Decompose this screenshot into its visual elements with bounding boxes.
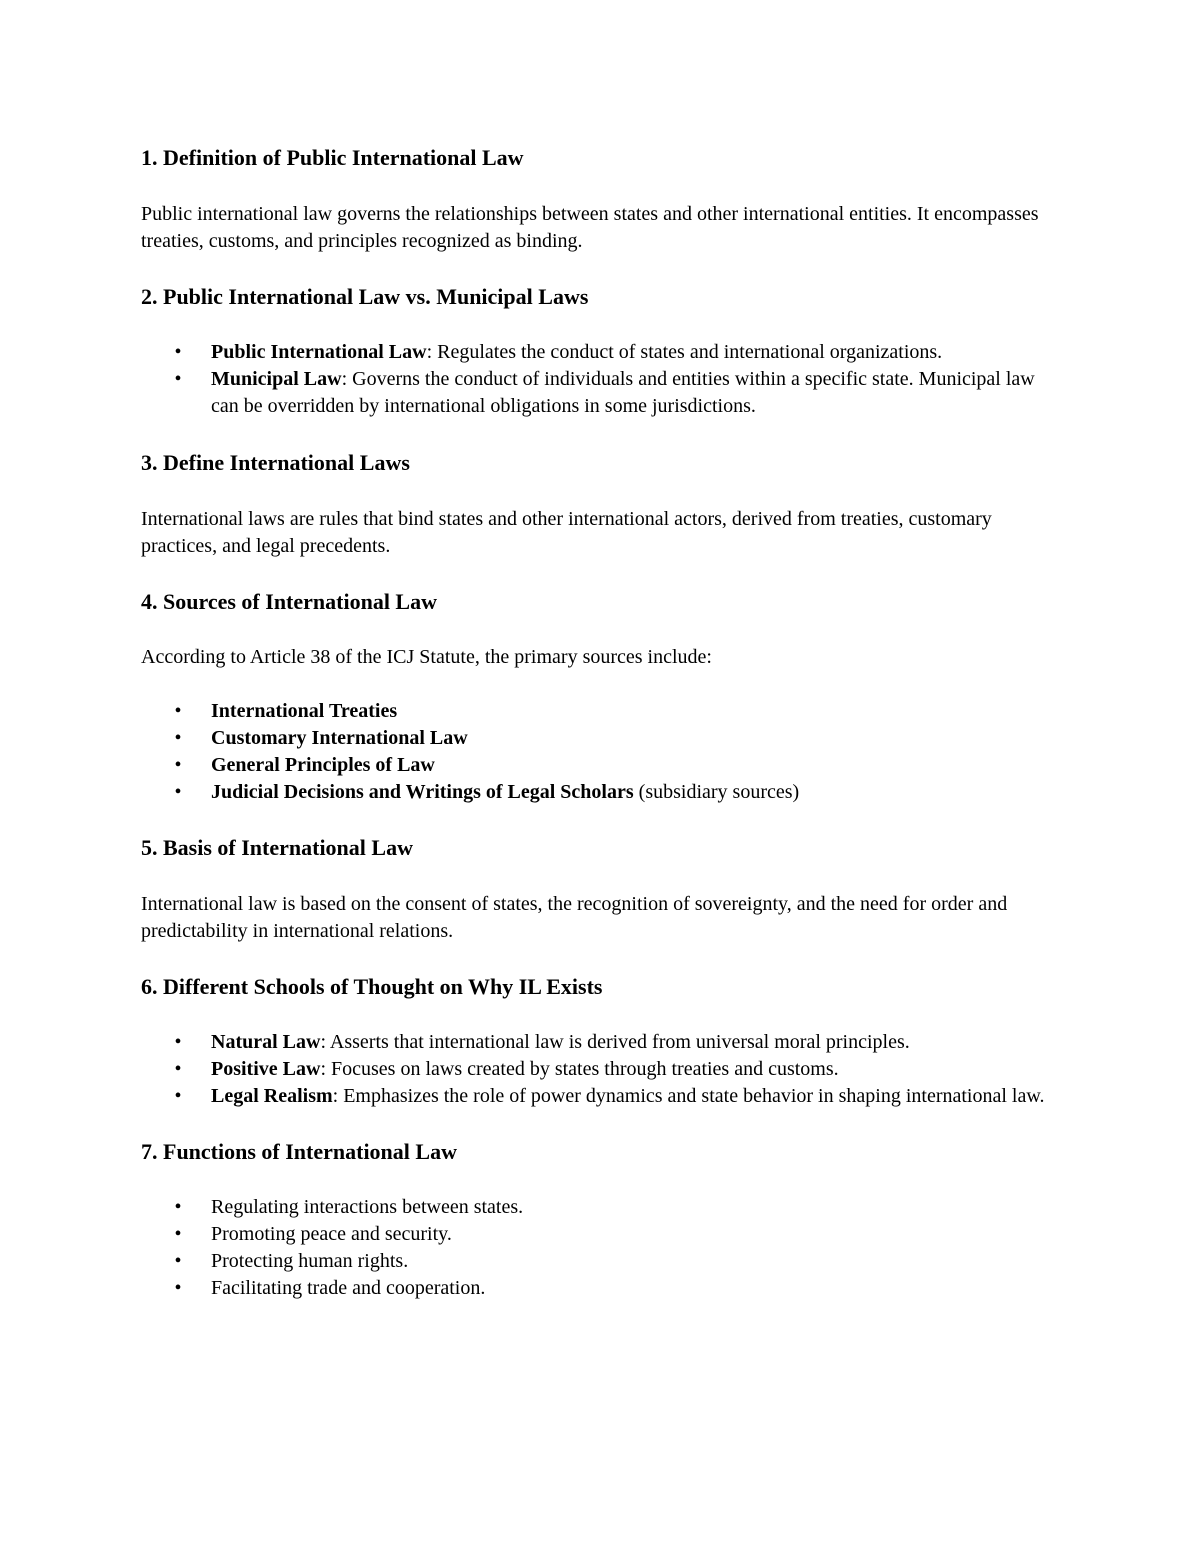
bullet-icon: • <box>174 1250 182 1272</box>
list-item-text: Protecting human rights. <box>211 1250 409 1272</box>
list-item-text: : Focuses on laws created by states through treaties and customs. <box>320 1058 839 1080</box>
list-item <box>141 1248 1061 1275</box>
section-heading: 7. Functions of International Law <box>141 1139 457 1164</box>
section-define-il <box>141 449 1061 560</box>
document-page <box>141 130 1061 1302</box>
list-item <box>141 1029 1061 1056</box>
list-item <box>141 1275 1061 1302</box>
section-definition <box>141 144 1061 255</box>
list-item <box>141 1083 1061 1110</box>
bullet-icon: • <box>174 1277 182 1299</box>
list-item-text: : Asserts that international law is derived from universal moral principles. <box>320 1031 910 1053</box>
list-item <box>141 1056 1061 1083</box>
section-heading: 4. Sources of International Law <box>141 589 437 614</box>
bullet-list <box>141 339 1061 420</box>
section-pil-vs-municipal <box>141 283 1061 420</box>
section-paragraph: International law is based on the consent of states, the recognition of sovereignty, and the need for order and predictability in international relations. <box>141 893 1008 942</box>
list-item-term: Public International Law <box>211 341 427 363</box>
section-paragraph: According to Article 38 of the ICJ Statute, the primary sources include: <box>141 646 712 668</box>
list-item-term: Municipal Law <box>211 368 342 390</box>
list-item <box>141 1194 1061 1221</box>
section-schools-of-thought <box>141 973 1061 1110</box>
section-heading: 6. Different Schools of Thought on Why IL Exists <box>141 974 603 999</box>
bullet-icon: • <box>174 341 182 363</box>
bullet-icon: • <box>174 781 182 803</box>
bullet-icon: • <box>174 727 182 749</box>
list-item-term: International Treaties <box>211 700 398 722</box>
list-item <box>141 1221 1061 1248</box>
list-item-term: Customary International Law <box>211 727 468 749</box>
list-item-term: Natural Law <box>211 1031 321 1053</box>
list-item-text: (subsidiary sources) <box>633 781 800 803</box>
bullet-icon: • <box>174 1085 182 1107</box>
section-paragraph: Public international law governs the relationships between states and other international entities. It encompasses treaties, customs, and principles recognized as binding. <box>141 203 1039 252</box>
list-item-term: General Principles of Law <box>211 754 435 776</box>
bullet-icon: • <box>174 700 182 722</box>
section-sources <box>141 588 1061 806</box>
list-item <box>141 366 1061 420</box>
section-basis <box>141 834 1061 945</box>
list-item-term: Legal Realism <box>211 1085 333 1107</box>
list-item-text: Promoting peace and security. <box>211 1223 452 1245</box>
bullet-list <box>141 698 1061 806</box>
list-item <box>141 779 1061 806</box>
bullet-icon: • <box>174 1196 182 1218</box>
bullet-icon: • <box>174 1058 182 1080</box>
list-item-text: : Regulates the conduct of states and international organizations. <box>426 341 943 363</box>
list-item-text: : Emphasizes the role of power dynamics and state behavior in shaping international law. <box>332 1085 1045 1107</box>
list-item <box>141 725 1061 752</box>
bullet-icon: • <box>174 754 182 776</box>
bullet-icon: • <box>174 1223 182 1245</box>
section-heading: 2. Public International Law vs. Municipal Laws <box>141 284 589 309</box>
list-item-text: Regulating interactions between states. <box>211 1196 524 1218</box>
section-heading: 5. Basis of International Law <box>141 835 413 860</box>
list-item <box>141 698 1061 725</box>
list-item-term: Judicial Decisions and Writings of Legal Scholars <box>211 781 634 803</box>
section-heading: 1. Definition of Public International Law <box>141 145 524 170</box>
section-heading: 3. Define International Laws <box>141 450 410 475</box>
bullet-icon: • <box>174 1031 182 1053</box>
bullet-list <box>141 1194 1061 1302</box>
bullet-list <box>141 1029 1061 1110</box>
list-item-text: Facilitating trade and cooperation. <box>211 1277 486 1299</box>
list-item <box>141 339 1061 366</box>
section-functions <box>141 1138 1061 1302</box>
list-item-text: : Governs the conduct of individuals and entities within a specific state. Municipal law can be overridden by international obligations in some jurisdictions. <box>211 368 1035 417</box>
bullet-icon: • <box>174 368 182 390</box>
list-item-term: Positive Law <box>211 1058 321 1080</box>
section-paragraph: International laws are rules that bind states and other international actors, derived from treaties, customary practices, and legal precedents. <box>141 508 992 557</box>
list-item <box>141 752 1061 779</box>
